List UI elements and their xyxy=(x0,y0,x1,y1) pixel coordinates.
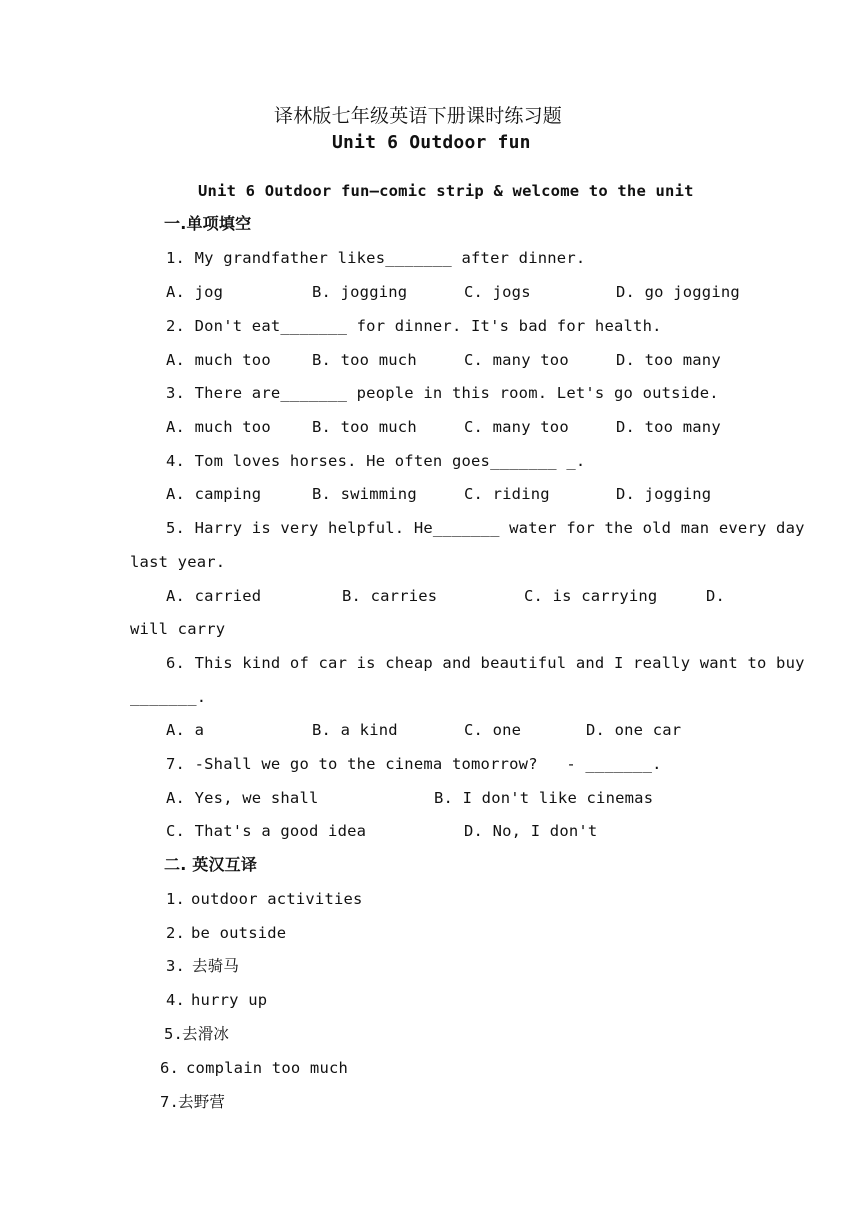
question-7-option-b: B. I don't like cinemas xyxy=(434,789,654,807)
question-3-option-b: B. too much xyxy=(312,418,417,436)
translation-item-2-text: be outside xyxy=(191,924,287,942)
question-2-option-b: B. too much xyxy=(312,351,417,369)
question-6-option-b: B. a kind xyxy=(312,721,398,739)
question-3-option-d: D. too many xyxy=(616,418,721,436)
translation-item-3-text: 去骑马 xyxy=(192,957,240,975)
question-1-option-c: C. jogs xyxy=(464,283,531,301)
translation-item-2-number: 2. xyxy=(166,924,186,942)
question-3-option-c: C. many too xyxy=(464,418,569,436)
question-6-option-d: D. one car xyxy=(586,721,682,739)
question-6-stem-continued: _______. xyxy=(130,688,207,706)
translation-item-6-number: 6. xyxy=(160,1059,180,1077)
question-5-option-a: A. carried xyxy=(166,587,262,605)
question-2-option-a: A. much too xyxy=(166,351,271,369)
question-5-option-d-text: will carry xyxy=(130,620,226,638)
section-heading-multiple-choice: 一.单项填空 xyxy=(164,214,252,233)
question-3-option-a: A. much too xyxy=(166,418,271,436)
question-6-option-c: C. one xyxy=(464,721,522,739)
translation-item-4-number: 4. xyxy=(166,991,186,1009)
translation-item-4-text: hurry up xyxy=(191,991,268,1009)
translation-item-7-number: 7. xyxy=(160,1093,180,1111)
question-4-option-a: A. camping xyxy=(166,485,262,503)
translation-item-5-number: 5. xyxy=(164,1025,184,1043)
question-5-option-d-label: D. xyxy=(706,587,726,605)
question-1-stem: 1. My grandfather likes_______ after dinner. xyxy=(166,249,586,267)
question-7-option-c: C. That's a good idea xyxy=(166,822,367,840)
question-5-option-c: C. is carrying xyxy=(524,587,658,605)
translation-item-7-text: 去野营 xyxy=(178,1093,226,1111)
question-5-stem-continued: last year. xyxy=(130,553,226,571)
translation-item-6-text: complain too much xyxy=(186,1059,349,1077)
question-4-stem: 4. Tom loves horses. He often goes_______ _. xyxy=(166,452,586,470)
question-2-option-c: C. many too xyxy=(464,351,569,369)
question-3-stem: 3. There are_______ people in this room. Let's go outside. xyxy=(166,384,719,402)
question-1-option-a: A. jog xyxy=(166,283,224,301)
translation-item-3-number: 3. xyxy=(166,957,186,975)
question-5-option-b: B. carries xyxy=(342,587,438,605)
question-7-option-d: D. No, I don't xyxy=(464,822,598,840)
question-5-stem: 5. Harry is very helpful. He_______ water for the old man every day xyxy=(166,519,805,537)
question-7-stem: 7. -Shall we go to the cinema tomorrow? - _______. xyxy=(166,755,662,773)
translation-item-1-number: 1. xyxy=(166,890,186,908)
question-6-option-a: A. a xyxy=(166,721,205,739)
question-4-option-c: C. riding xyxy=(464,485,550,503)
document-title-cn: 译林版七年级英语下册课时练习题 xyxy=(274,105,563,127)
translation-item-5-text: 去滑冰 xyxy=(182,1025,230,1043)
section-heading-translation: 二. 英汉互译 xyxy=(164,855,258,874)
translation-item-1-text: outdoor activities xyxy=(191,890,363,908)
question-1-option-b: B. jogging xyxy=(312,283,408,301)
question-2-option-d: D. too many xyxy=(616,351,721,369)
question-7-option-a: A. Yes, we shall xyxy=(166,789,319,807)
question-1-option-d: D. go jogging xyxy=(616,283,740,301)
lesson-subtitle: Unit 6 Outdoor fun—comic strip & welcome to the unit xyxy=(198,182,694,200)
question-4-option-d: D. jogging xyxy=(616,485,712,503)
question-4-option-b: B. swimming xyxy=(312,485,417,503)
question-6-stem: 6. This kind of car is cheap and beautiful and I really want to buy xyxy=(166,654,805,672)
question-2-stem: 2. Don't eat_______ for dinner. It's bad for health. xyxy=(166,317,662,335)
unit-title: Unit 6 Outdoor fun xyxy=(332,132,531,153)
